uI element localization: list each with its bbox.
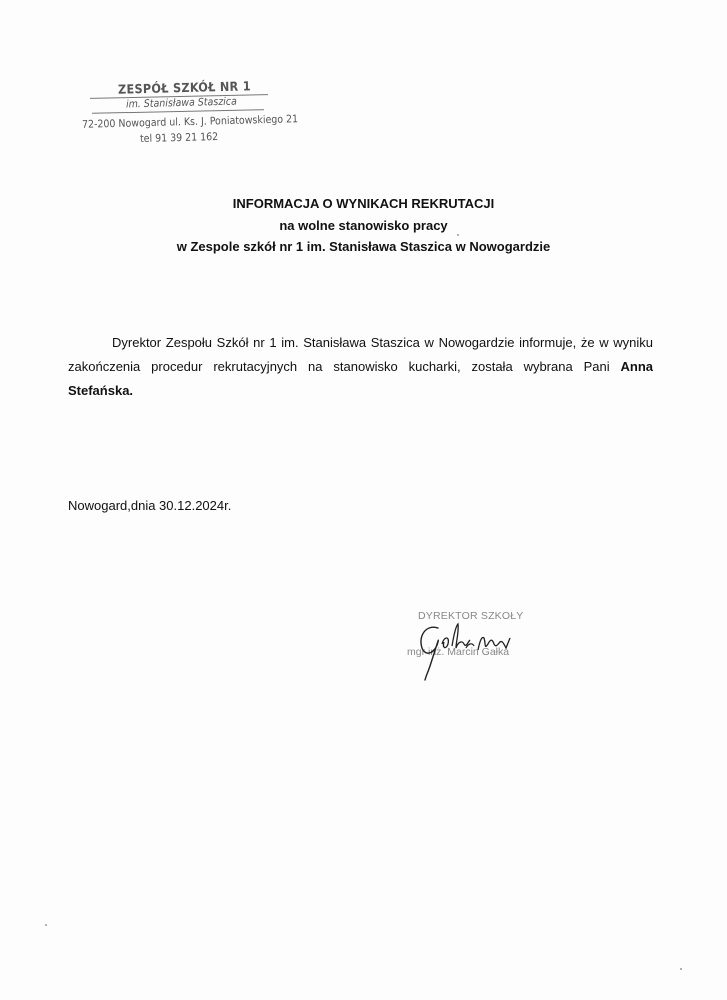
title-line-3: w Zespole szkół nr 1 im. Stanisława Staszica w Nowogardzie [176, 239, 551, 254]
signature-name: mgr inż. Marcin Gałka [407, 646, 510, 658]
signature-role: DYREKTOR SZKOŁY [418, 610, 524, 622]
stamp-phone: tel 91 39 21 162 [139, 130, 219, 146]
scan-speck [457, 234, 459, 236]
stamp-address: 72-200 Nowogard ul. Ks. J. Poniatowskiego 21 [81, 113, 299, 131]
stamp-org: ZESPÓŁ SZKÓŁ NR 1 [117, 78, 252, 97]
title-line-1: INFORMACJA O WYNIKACH REKRUTACJI [232, 196, 495, 211]
selected-candidate-name: Anna Stefańska. [68, 359, 653, 398]
place-and-date: Nowogard,dnia 30.12.2024r. [68, 498, 232, 513]
title-line-2: na wolne stanowisko pracy [279, 217, 448, 233]
scan-speck [45, 924, 47, 926]
announcement-paragraph [68, 331, 653, 403]
signature-block [404, 610, 554, 680]
scan-speck [680, 968, 682, 970]
stamp-patron: im. Stanisława Staszica [125, 95, 237, 111]
announcement-text: Dyrektor Zespołu Szkół nr 1 im. Stanisława Staszica w Nowogardzie informuje, że w wyniku zakończenia procedur rekrutacyjnych na stanowisko kucharki, została wybrana Pani [68, 335, 653, 374]
handwritten-signature-icon [404, 614, 524, 684]
stamp-rule [92, 109, 264, 114]
document-title [0, 193, 727, 258]
